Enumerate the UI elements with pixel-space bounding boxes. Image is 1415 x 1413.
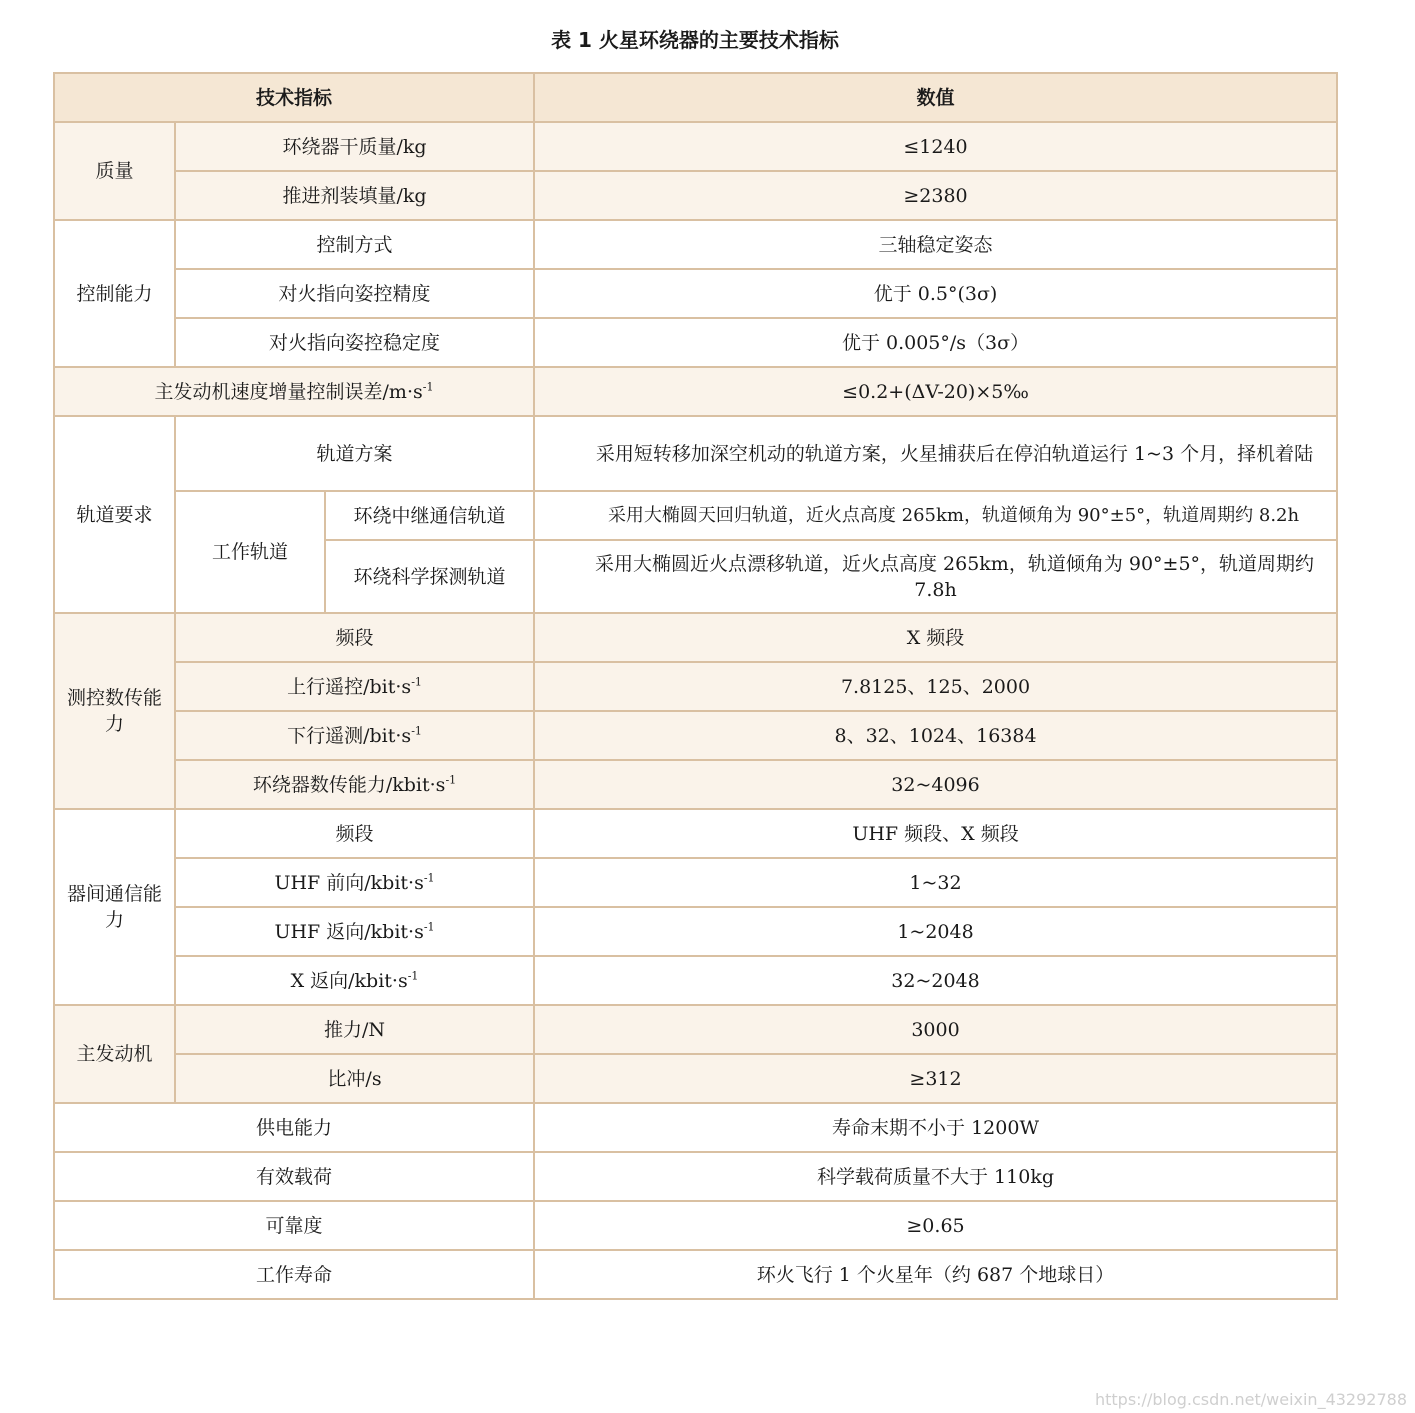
row-label: 对火指向姿控稳定度 [175, 318, 534, 367]
table-row [54, 269, 1337, 318]
row-value: ≥0.65 [534, 1201, 1337, 1250]
row-label: 轨道方案 [175, 416, 534, 491]
category-engine: 主发动机 [54, 1005, 175, 1103]
table-row [54, 956, 1337, 1005]
table-row [54, 1005, 1337, 1054]
table-caption: 表 1 火星环绕器的主要技术指标 [551, 28, 839, 52]
row-label: 主发动机速度增量控制误差$/m\cdot s^{-1}$ [54, 367, 534, 416]
working-orbit-label: 工作轨道 [175, 491, 325, 613]
row-value: 1~2048 [534, 907, 1337, 956]
table-row [54, 1152, 1337, 1201]
table-row [54, 220, 1337, 269]
table-row [54, 711, 1337, 760]
header-value: 数值 [534, 73, 1337, 122]
row-label: UHF 前向$/kbit\cdot s^{-1}$ [175, 858, 534, 907]
row-label: 推力/N [175, 1005, 534, 1054]
row-value: 三轴稳定姿态 [534, 220, 1337, 269]
table-row [54, 809, 1337, 858]
row-value: ≤1240 [534, 122, 1337, 171]
row-label: 可靠度 [54, 1201, 534, 1250]
table-header-row [54, 73, 1337, 122]
row-label: 环绕器数传能力$/kbit\cdot s^{-1}$ [175, 760, 534, 809]
category-ttc: 测控数传能力 [54, 613, 175, 809]
row-value: 优于 0.5°(3σ) [534, 269, 1337, 318]
row-value: ≥2380 [534, 171, 1337, 220]
row-label: 推进剂装填量/kg [175, 171, 534, 220]
category-mass: 质量 [54, 122, 175, 220]
watermark: https://blog.csdn.net/weixin_43292788 [1094, 1390, 1407, 1409]
row-label: 有效载荷 [54, 1152, 534, 1201]
row-value: X 频段 [534, 613, 1337, 662]
row-value: 3000 [534, 1005, 1337, 1054]
row-label: UHF 返向$/kbit\cdot s^{-1}$ [175, 907, 534, 956]
category-orbit: 轨道要求 [54, 416, 175, 613]
row-label: 下行遥测$/bit\cdot s^{-1}$ [175, 711, 534, 760]
row-value: ≤0.2+(ΔV-20)×5‰ [534, 367, 1337, 416]
row-label: 频段 [175, 809, 534, 858]
row-label: X 返向$/kbit\cdot s^{-1}$ [175, 956, 534, 1005]
row-value: UHF 频段、X 频段 [534, 809, 1337, 858]
row-value: 7.8125、125、2000 [534, 662, 1337, 711]
row-label: 对火指向姿控精度 [175, 269, 534, 318]
row-value: 采用大椭圆天回归轨道，近火点高度 265km，轨道倾角为 90°±5°，轨道周期约 8.2h [534, 491, 1337, 540]
row-value: 科学载荷质量不大于 110kg [534, 1152, 1337, 1201]
table-row [54, 318, 1337, 367]
row-value: 环火飞行 1 个火星年（约 687 个地球日） [534, 1250, 1337, 1299]
row-label: 工作寿命 [54, 1250, 534, 1299]
row-value: 采用大椭圆近火点漂移轨道，近火点高度 265km，轨道倾角为 90°±5°，轨道周期约 7.8h [534, 540, 1337, 613]
category-interlink: 器间通信能力 [54, 809, 175, 1005]
table-row [54, 613, 1337, 662]
row-label: 环绕科学探测轨道 [325, 540, 534, 613]
row-value: 优于 0.005°/s（3σ） [534, 318, 1337, 367]
row-label: 供电能力 [54, 1103, 534, 1152]
row-value: 1~32 [534, 858, 1337, 907]
table-row [54, 367, 1337, 416]
table-row [54, 1201, 1337, 1250]
header-indicator: 技术指标 [54, 73, 534, 122]
row-label: 环绕器干质量/kg [175, 122, 534, 171]
table-row [54, 171, 1337, 220]
table-row [54, 907, 1337, 956]
table-row [54, 858, 1337, 907]
row-value: 32~2048 [534, 956, 1337, 1005]
table-row [54, 1250, 1337, 1299]
row-value: 采用短转移加深空机动的轨道方案，火星捕获后在停泊轨道运行 1~3 个月，择机着陆 [534, 416, 1337, 491]
table-row [54, 416, 1337, 491]
table-row [54, 662, 1337, 711]
row-label: 上行遥控$/bit\cdot s^{-1}$ [175, 662, 534, 711]
spec-table [53, 72, 1338, 1300]
row-value: 8、32、1024、16384 [534, 711, 1337, 760]
row-value: ≥312 [534, 1054, 1337, 1103]
table-row [54, 1054, 1337, 1103]
row-value: 32~4096 [534, 760, 1337, 809]
row-label: 环绕中继通信轨道 [325, 491, 534, 540]
row-label: 频段 [175, 613, 534, 662]
table-row [54, 491, 1337, 540]
table-row [54, 122, 1337, 171]
row-value: 寿命末期不小于 1200W [534, 1103, 1337, 1152]
row-label: 控制方式 [175, 220, 534, 269]
table-row [54, 1103, 1337, 1152]
category-control: 控制能力 [54, 220, 175, 367]
row-label: 比冲/s [175, 1054, 534, 1103]
table-row [54, 760, 1337, 809]
